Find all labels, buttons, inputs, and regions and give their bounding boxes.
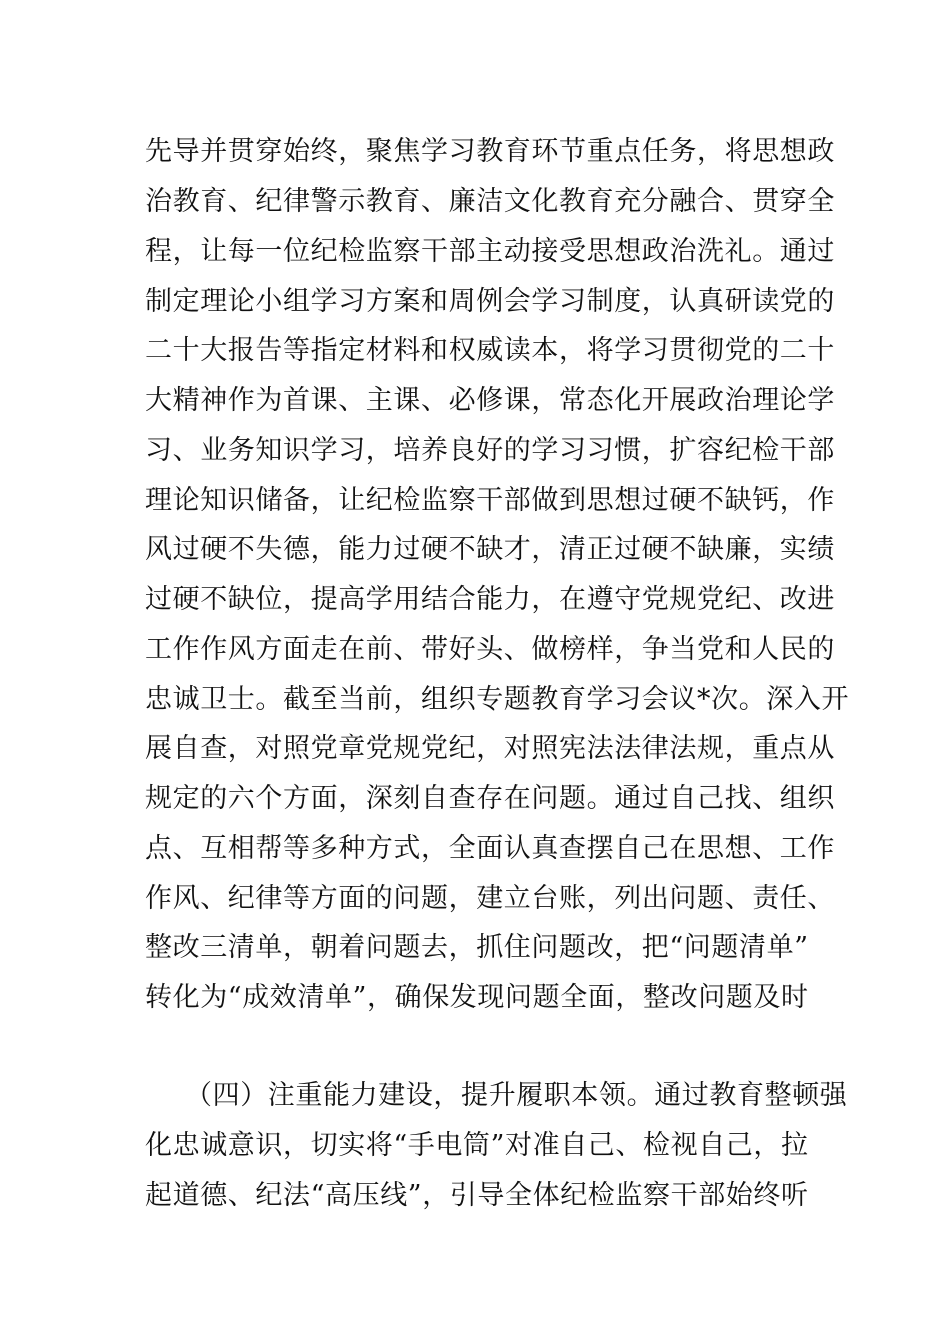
text-line: 二十大报告等指定材料和权威读本，将学习贯彻党的二十 bbox=[145, 335, 835, 366]
text-line: 先导并贯穿始终，聚焦学习教育环节重点任务，将思想政 bbox=[145, 136, 835, 167]
text-line: 习、业务知识学习，培养良好的学习习惯，扩容纪检干部 bbox=[145, 435, 835, 466]
text-line: 规定的六个方面，深刻自查存在问题。通过自己找、组织 bbox=[145, 783, 835, 814]
text-line: 转化为“成效清单”，确保发现问题全面，整改问题及时 bbox=[145, 982, 809, 1013]
text-line: 程，让每一位纪检监察干部主动接受思想政治洗礼。通过 bbox=[145, 236, 835, 267]
text-line: 制定理论小组学习方案和周例会学习制度，认真研读党的 bbox=[145, 286, 835, 317]
text-line: 工作作风方面走在前、带好头、做榜样，争当党和人民的 bbox=[145, 634, 835, 665]
text-line: 起道德、纪法“高压线”，引导全体纪检监察干部始终听 bbox=[145, 1180, 809, 1211]
text-line: 过硬不缺位，提高学用结合能力，在遵守党规党纪、改进 bbox=[145, 584, 835, 615]
text-line: 化忠诚意识，切实将“手电筒”对准自己、检视自己，拉 bbox=[145, 1130, 809, 1161]
text-line: 作风、纪律等方面的问题，建立台账，列出问题、责任、 bbox=[145, 883, 835, 914]
text-line: 风过硬不失德，能力过硬不缺才，清正过硬不缺廉，实绩 bbox=[145, 534, 835, 565]
text-line: 理论知识储备，让纪检监察干部做到思想过硬不缺钙，作 bbox=[145, 485, 835, 516]
text-line: 点、互相帮等多种方式，全面认真查摆自己在思想、工作 bbox=[145, 833, 835, 864]
section-heading-line: （四）注重能力建设，提升履职本领。通过教育整顿强 bbox=[185, 1080, 848, 1111]
text-line: 治教育、纪律警示教育、廉洁文化教育充分融合、贯穿全 bbox=[145, 186, 835, 217]
text-line: 忠诚卫士。截至当前，组织专题教育学习会议*次。深入开 bbox=[145, 684, 850, 715]
text-line: 展自查，对照党章党规党纪，对照宪法法律法规，重点从 bbox=[145, 733, 835, 764]
text-line: 大精神作为首课、主课、必修课，常态化开展政治理论学 bbox=[145, 385, 835, 416]
text-line: 整改三清单，朝着问题去，抓住问题改，把“问题清单” bbox=[145, 932, 809, 963]
